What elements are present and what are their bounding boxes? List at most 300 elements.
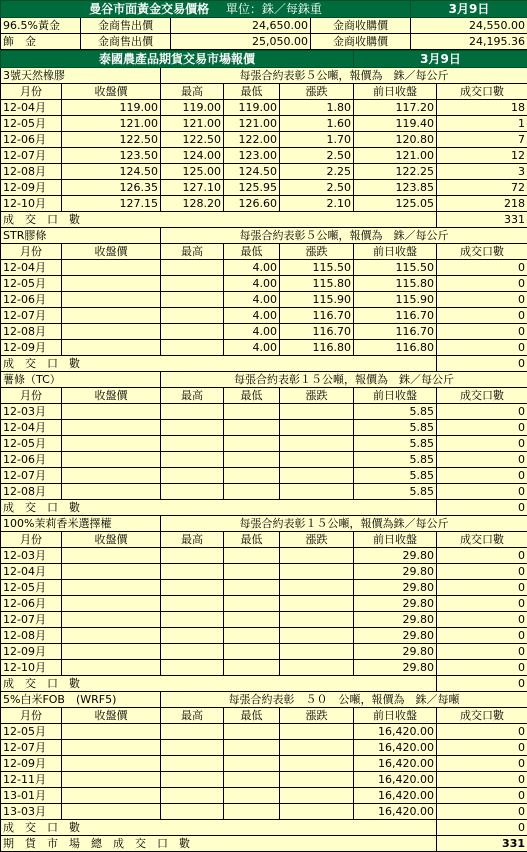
- cell-high: [161, 484, 224, 500]
- cell-prev-close: 29.80: [354, 628, 437, 644]
- table-row: [1, 580, 527, 596]
- cell-low: [224, 660, 280, 676]
- cell-high: [161, 420, 224, 436]
- header-close: 收盤價: [62, 388, 161, 404]
- table-row: [1, 644, 527, 660]
- cell-low: 121.00: [224, 116, 280, 132]
- cell-volume: 0: [437, 436, 527, 452]
- futures-body: [1, 68, 527, 852]
- cell-high: 125.00: [161, 164, 224, 180]
- cell-close: [62, 740, 161, 756]
- cell-volume: 0: [437, 404, 527, 420]
- header-high: 最高: [161, 532, 224, 548]
- table-row: [1, 116, 527, 132]
- cell-high: 127.10: [161, 180, 224, 196]
- cell-high: [161, 756, 224, 772]
- volume-value: 0: [437, 500, 527, 516]
- cell-high: [161, 580, 224, 596]
- table-row: [1, 468, 527, 484]
- cell-volume: 0: [437, 740, 527, 756]
- cell-close: 121.00: [62, 116, 161, 132]
- cell-volume: 18: [437, 100, 527, 116]
- table-row: [1, 420, 527, 436]
- futures-table: [0, 50, 527, 852]
- cell-month: 12-05月: [1, 724, 62, 740]
- cell-volume: 12: [437, 148, 527, 164]
- cell-volume: 0: [437, 756, 527, 772]
- cell-volume: 0: [437, 564, 527, 580]
- cell-change: [280, 628, 354, 644]
- cell-close: [62, 452, 161, 468]
- cell-change: [280, 564, 354, 580]
- table-row: [1, 452, 527, 468]
- gold-buy-price: 24,550.00: [411, 18, 527, 34]
- cell-change: [280, 756, 354, 772]
- section-header-row: [1, 372, 527, 388]
- cell-volume: 0: [437, 260, 527, 276]
- header-low: 最低: [224, 532, 280, 548]
- section-header-row: [1, 228, 527, 244]
- gold-buy-label: 金商收購價: [311, 18, 411, 34]
- cell-month: 12-08月: [1, 628, 62, 644]
- cell-prev-close: 116.70: [354, 308, 437, 324]
- cell-close: 126.35: [62, 180, 161, 196]
- cell-prev-close: 120.80: [354, 132, 437, 148]
- gold-title-row: [1, 1, 527, 18]
- cell-change: [280, 580, 354, 596]
- cell-close: 124.50: [62, 164, 161, 180]
- cell-close: [62, 612, 161, 628]
- cell-month: 12-09月: [1, 180, 62, 196]
- cell-high: [161, 628, 224, 644]
- cell-low: 4.00: [224, 340, 280, 356]
- volume-value: 0: [437, 676, 527, 692]
- cell-change: 2.50: [280, 148, 354, 164]
- cell-prev-close: 5.85: [354, 468, 437, 484]
- table-row: [1, 564, 527, 580]
- cell-prev-close: 5.85: [354, 452, 437, 468]
- table-row: [1, 660, 527, 676]
- cell-volume: 7: [437, 132, 527, 148]
- cell-high: [161, 308, 224, 324]
- volume-label: 成 交 口 數: [1, 676, 437, 692]
- cell-change: 115.90: [280, 292, 354, 308]
- header-close: 收盤價: [62, 532, 161, 548]
- cell-month: 12-08月: [1, 164, 62, 180]
- section-note: 每張合約表彰５公噸，報價為 銖／每公斤: [161, 228, 527, 244]
- gold-sell-label: 金商售出價: [81, 34, 171, 50]
- cell-low: 4.00: [224, 308, 280, 324]
- section-name: 3號天然橡膠: [1, 68, 161, 84]
- cell-volume: 0: [437, 308, 527, 324]
- cell-low: 4.00: [224, 276, 280, 292]
- cell-month: 12-05月: [1, 580, 62, 596]
- cell-month: 13-03月: [1, 804, 62, 820]
- cell-close: [62, 724, 161, 740]
- cell-prev-close: 29.80: [354, 548, 437, 564]
- cell-close: [62, 436, 161, 452]
- cell-month: 12-08月: [1, 324, 62, 340]
- table-row: [1, 804, 527, 820]
- cell-month: 12-07月: [1, 468, 62, 484]
- cell-month: 12-05月: [1, 436, 62, 452]
- header-high: 最高: [161, 708, 224, 724]
- cell-prev-close: 5.85: [354, 404, 437, 420]
- cell-prev-close: 115.50: [354, 260, 437, 276]
- gold-title-text: 曼谷市面黃金交易價格: [89, 2, 209, 16]
- cell-prev-close: 5.85: [354, 484, 437, 500]
- gold-name: 飾 金: [1, 34, 81, 50]
- cell-prev-close: 122.25: [354, 164, 437, 180]
- cell-change: [280, 404, 354, 420]
- cell-month: 12-07月: [1, 612, 62, 628]
- cell-change: [280, 772, 354, 788]
- header-prev-close: 前日收盤: [354, 532, 437, 548]
- cell-close: 127.15: [62, 196, 161, 212]
- cell-month: 12-04月: [1, 260, 62, 276]
- cell-close: 122.50: [62, 132, 161, 148]
- cell-low: 126.60: [224, 196, 280, 212]
- cell-change: [280, 644, 354, 660]
- header-change: 漲跌: [280, 84, 354, 100]
- gold-date: 3月9日: [411, 1, 527, 18]
- total-label: 期 貨 市 場 總 成 交 口 數: [1, 836, 437, 852]
- cell-volume: 0: [437, 580, 527, 596]
- cell-high: [161, 436, 224, 452]
- cell-low: [224, 420, 280, 436]
- gold-sell-price: 25,050.00: [171, 34, 311, 50]
- cell-month: 12-03月: [1, 404, 62, 420]
- cell-volume: 0: [437, 612, 527, 628]
- cell-close: [62, 644, 161, 660]
- header-high: 最高: [161, 84, 224, 100]
- cell-close: 123.50: [62, 148, 161, 164]
- cell-high: [161, 740, 224, 756]
- volume-label: 成 交 口 數: [1, 212, 437, 228]
- column-header-row: [1, 84, 527, 100]
- header-change: 漲跌: [280, 532, 354, 548]
- gold-row: [1, 18, 527, 34]
- header-low: 最低: [224, 84, 280, 100]
- table-row: [1, 596, 527, 612]
- cell-month: 12-11月: [1, 772, 62, 788]
- header-high: 最高: [161, 388, 224, 404]
- table-row: [1, 612, 527, 628]
- cell-high: [161, 660, 224, 676]
- cell-low: [224, 740, 280, 756]
- futures-date: 3月9日: [354, 51, 527, 68]
- cell-low: [224, 548, 280, 564]
- table-row: [1, 548, 527, 564]
- cell-prev-close: 119.40: [354, 116, 437, 132]
- cell-prev-close: 29.80: [354, 644, 437, 660]
- cell-prev-close: 16,420.00: [354, 740, 437, 756]
- table-row: [1, 276, 527, 292]
- cell-volume: 0: [437, 324, 527, 340]
- cell-low: 4.00: [224, 324, 280, 340]
- cell-volume: 1: [437, 116, 527, 132]
- cell-high: 122.50: [161, 132, 224, 148]
- cell-high: 124.00: [161, 148, 224, 164]
- cell-change: [280, 420, 354, 436]
- header-change: 漲跌: [280, 708, 354, 724]
- header-volume: 成交口數: [437, 532, 527, 548]
- cell-high: [161, 276, 224, 292]
- cell-high: [161, 468, 224, 484]
- cell-close: [62, 628, 161, 644]
- cell-close: [62, 548, 161, 564]
- table-row: [1, 628, 527, 644]
- cell-month: 12-07月: [1, 148, 62, 164]
- cell-month: 12-05月: [1, 116, 62, 132]
- header-low: 最低: [224, 244, 280, 260]
- cell-month: 13-01月: [1, 788, 62, 804]
- cell-month: 12-05月: [1, 276, 62, 292]
- cell-low: [224, 452, 280, 468]
- cell-change: 115.80: [280, 276, 354, 292]
- table-row: [1, 260, 527, 276]
- table-row: [1, 724, 527, 740]
- cell-low: [224, 596, 280, 612]
- header-prev-close: 前日收盤: [354, 388, 437, 404]
- cell-high: [161, 596, 224, 612]
- cell-low: [224, 724, 280, 740]
- cell-change: [280, 596, 354, 612]
- header-close: 收盤價: [62, 244, 161, 260]
- section-volume-row: [1, 500, 527, 516]
- table-row: [1, 436, 527, 452]
- column-header-row: [1, 708, 527, 724]
- cell-month: 12-09月: [1, 340, 62, 356]
- column-header-row: [1, 388, 527, 404]
- cell-prev-close: 29.80: [354, 564, 437, 580]
- section-name: 5%白米FOB (WRF5): [1, 692, 161, 708]
- cell-change: 116.70: [280, 308, 354, 324]
- cell-change: 2.25: [280, 164, 354, 180]
- cell-prev-close: 123.85: [354, 180, 437, 196]
- cell-month: 12-03月: [1, 548, 62, 564]
- cell-change: [280, 612, 354, 628]
- section-volume-row: [1, 820, 527, 836]
- table-row: [1, 756, 527, 772]
- cell-month: 12-06月: [1, 132, 62, 148]
- cell-low: 123.00: [224, 148, 280, 164]
- cell-high: 121.00: [161, 116, 224, 132]
- total-value: 331: [437, 836, 527, 852]
- cell-volume: 0: [437, 292, 527, 308]
- cell-month: 12-04月: [1, 420, 62, 436]
- futures-title: 泰國農產品期貨交易市場報價: [1, 51, 354, 68]
- cell-volume: 0: [437, 788, 527, 804]
- cell-volume: 0: [437, 724, 527, 740]
- header-month: 月份: [1, 388, 62, 404]
- cell-close: [62, 660, 161, 676]
- cell-close: [62, 788, 161, 804]
- cell-low: [224, 612, 280, 628]
- header-prev-close: 前日收盤: [354, 244, 437, 260]
- cell-close: 119.00: [62, 100, 161, 116]
- section-volume-row: [1, 676, 527, 692]
- futures-title-row: [1, 51, 527, 68]
- cell-close: [62, 308, 161, 324]
- cell-volume: 0: [437, 548, 527, 564]
- cell-low: [224, 564, 280, 580]
- cell-prev-close: 29.80: [354, 580, 437, 596]
- cell-high: [161, 804, 224, 820]
- header-prev-close: 前日收盤: [354, 84, 437, 100]
- section-header-row: [1, 516, 527, 532]
- cell-high: 119.00: [161, 100, 224, 116]
- gold-name: 96.5%黃金: [1, 18, 81, 34]
- cell-volume: 0: [437, 660, 527, 676]
- cell-high: [161, 548, 224, 564]
- header-high: 最高: [161, 244, 224, 260]
- cell-low: [224, 788, 280, 804]
- cell-volume: 218: [437, 196, 527, 212]
- cell-high: [161, 292, 224, 308]
- header-volume: 成交口數: [437, 84, 527, 100]
- table-row: [1, 100, 527, 116]
- cell-close: [62, 260, 161, 276]
- cell-change: [280, 788, 354, 804]
- header-month: 月份: [1, 708, 62, 724]
- volume-value: 0: [437, 820, 527, 836]
- volume-label: 成 交 口 數: [1, 500, 437, 516]
- cell-high: 128.20: [161, 196, 224, 212]
- cell-high: [161, 452, 224, 468]
- total-row: [1, 836, 527, 852]
- gold-sell-label: 金商售出價: [81, 18, 171, 34]
- cell-month: 12-06月: [1, 596, 62, 612]
- header-change: 漲跌: [280, 244, 354, 260]
- cell-low: 4.00: [224, 292, 280, 308]
- cell-volume: 0: [437, 628, 527, 644]
- section-volume-row: [1, 356, 527, 372]
- cell-change: [280, 436, 354, 452]
- table-row: [1, 148, 527, 164]
- gold-price-table: [0, 0, 527, 50]
- cell-change: [280, 452, 354, 468]
- table-row: [1, 788, 527, 804]
- cell-change: 115.50: [280, 260, 354, 276]
- table-row: [1, 484, 527, 500]
- cell-prev-close: 16,420.00: [354, 788, 437, 804]
- cell-close: [62, 468, 161, 484]
- cell-prev-close: 116.70: [354, 324, 437, 340]
- cell-close: [62, 340, 161, 356]
- cell-prev-close: 115.80: [354, 276, 437, 292]
- cell-change: [280, 740, 354, 756]
- cell-change: [280, 660, 354, 676]
- header-prev-close: 前日收盤: [354, 708, 437, 724]
- cell-month: 12-09月: [1, 644, 62, 660]
- section-header-row: [1, 68, 527, 84]
- cell-volume: 0: [437, 468, 527, 484]
- cell-change: 1.80: [280, 100, 354, 116]
- header-close: 收盤價: [62, 708, 161, 724]
- header-low: 最低: [224, 708, 280, 724]
- cell-month: 12-06月: [1, 452, 62, 468]
- cell-prev-close: 16,420.00: [354, 756, 437, 772]
- cell-close: [62, 324, 161, 340]
- section-note: 每張合約表彰５公噸，報價為 銖／每公斤: [161, 68, 527, 84]
- cell-volume: 0: [437, 420, 527, 436]
- table-row: [1, 404, 527, 420]
- cell-month: 12-10月: [1, 196, 62, 212]
- table-row: [1, 324, 527, 340]
- header-change: 漲跌: [280, 388, 354, 404]
- cell-prev-close: 29.80: [354, 660, 437, 676]
- cell-low: [224, 644, 280, 660]
- cell-change: [280, 468, 354, 484]
- cell-high: [161, 788, 224, 804]
- cell-prev-close: 16,420.00: [354, 772, 437, 788]
- cell-change: [280, 548, 354, 564]
- section-name: 100%茉莉香米選擇權: [1, 516, 161, 532]
- cell-low: [224, 756, 280, 772]
- cell-low: [224, 772, 280, 788]
- cell-prev-close: 115.90: [354, 292, 437, 308]
- gold-title: [1, 1, 411, 18]
- volume-value: 0: [437, 356, 527, 372]
- cell-low: [224, 436, 280, 452]
- cell-low: 125.95: [224, 180, 280, 196]
- table-row: [1, 180, 527, 196]
- cell-high: [161, 612, 224, 628]
- cell-volume: 0: [437, 276, 527, 292]
- cell-low: 124.50: [224, 164, 280, 180]
- cell-close: [62, 596, 161, 612]
- section-note: 每張合約表彰１５公噸，報價為銖／每公斤: [161, 516, 527, 532]
- header-volume: 成交口數: [437, 388, 527, 404]
- cell-low: 4.00: [224, 260, 280, 276]
- section-note: 每張合約表彰１５公噸，報價為 銖／每公斤: [161, 372, 527, 388]
- cell-month: 12-04月: [1, 100, 62, 116]
- cell-month: 12-09月: [1, 756, 62, 772]
- cell-low: [224, 484, 280, 500]
- section-volume-row: [1, 212, 527, 228]
- cell-low: [224, 580, 280, 596]
- cell-change: 116.80: [280, 340, 354, 356]
- cell-month: 12-06月: [1, 292, 62, 308]
- cell-change: 116.70: [280, 324, 354, 340]
- section-header-row: [1, 692, 527, 708]
- cell-high: [161, 724, 224, 740]
- header-close: 收盤價: [62, 84, 161, 100]
- cell-prev-close: 29.80: [354, 596, 437, 612]
- table-row: [1, 132, 527, 148]
- cell-close: [62, 420, 161, 436]
- cell-month: 12-10月: [1, 660, 62, 676]
- cell-high: [161, 340, 224, 356]
- cell-month: 12-08月: [1, 484, 62, 500]
- cell-month: 12-07月: [1, 740, 62, 756]
- header-low: 最低: [224, 388, 280, 404]
- cell-prev-close: 29.80: [354, 612, 437, 628]
- cell-close: [62, 276, 161, 292]
- cell-close: [62, 404, 161, 420]
- table-row: [1, 196, 527, 212]
- cell-low: 122.00: [224, 132, 280, 148]
- cell-month: 12-07月: [1, 308, 62, 324]
- cell-volume: 0: [437, 772, 527, 788]
- table-row: [1, 340, 527, 356]
- gold-sell-price: 24,650.00: [171, 18, 311, 34]
- cell-high: [161, 404, 224, 420]
- cell-volume: 0: [437, 596, 527, 612]
- cell-change: [280, 724, 354, 740]
- table-row: [1, 292, 527, 308]
